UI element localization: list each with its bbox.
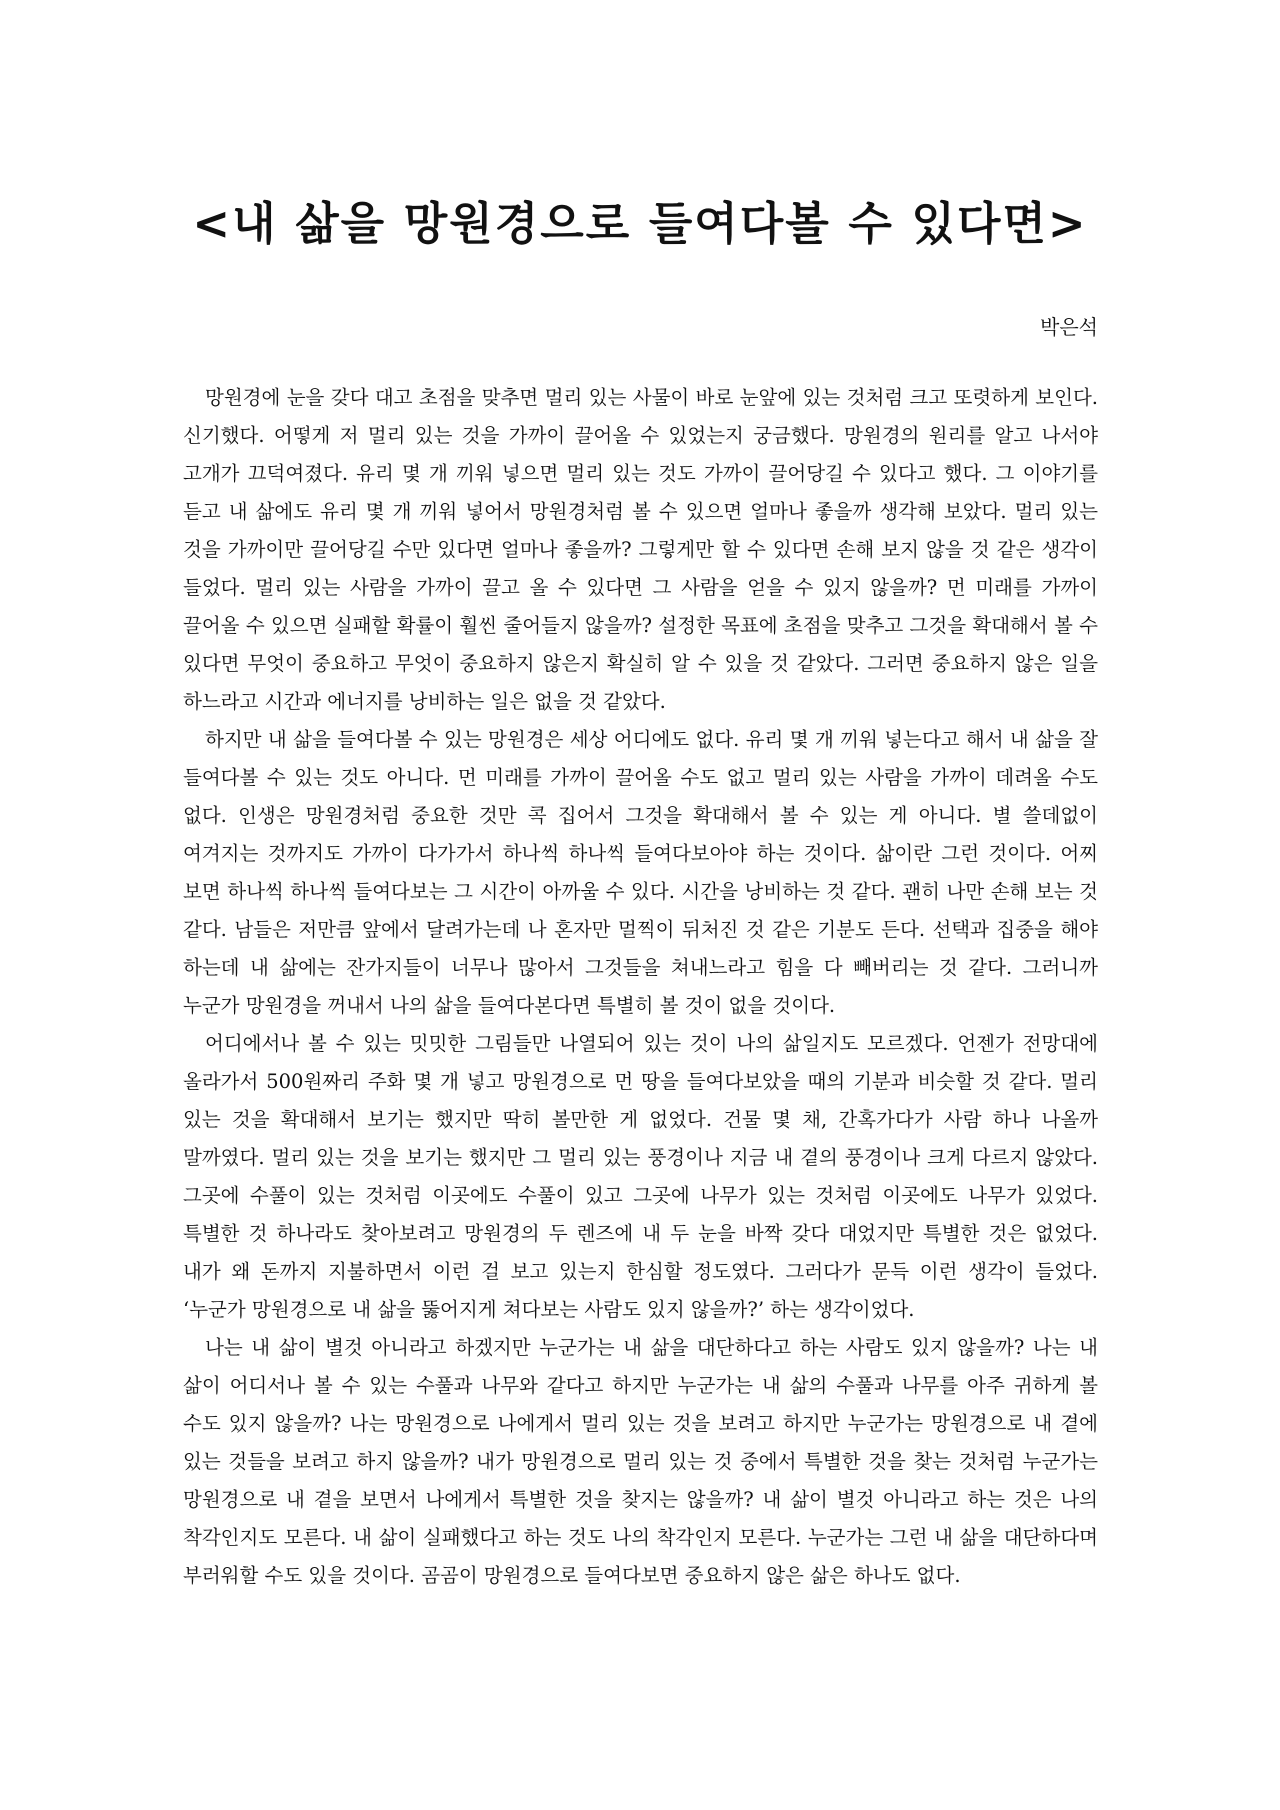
author-name: 박은석	[1040, 315, 1098, 339]
paragraph-1: 망원경에 눈을 갖다 대고 초점을 맞추면 멀리 있는 사물이 바로 눈앞에 있는 것처럼 크고 또렷하게 보인다. 신기했다. 어떻게 저 멀리 있는 것을 가까이 끌어올 수 있었는지 궁금했다. 망원경의 원리를 알고 나서야 고개가 끄덕여졌다. 유리 몇 개 끼워 넣으면 멀리 있는 것도 가까이 끌어당길 수 있다고 했다. 그 이야기를 듣고 내 삶에도 유리 몇 개 끼워 넣어서 망원경처럼 볼 수 있으면 얼마나 좋을까 생각해 보았다. 멀리 있는 것을 가까이만 끌어당길 수만 있다면 얼마나 좋을까? 그렇게만 할 수 있다면 손해 보지 않을 것 같은 생각이 들었다. 멀리 있는 사람을 가까이 끌고 올 수 있다면 그 사람을 얻을 수 있지 않을까? 먼 미래를 가까이 끌어올 수 있으면 실패할 확률이 훨씬 줄어들지 않을까? 설정한 목표에 초점을 맞추고 그것을 확대해서 볼 수 있다면 무엇이 중요하고 무엇이 중요하지 않은지 확실히 알 수 있을 것 같았다. 그러면 중요하지 않은 일을 하느라고 시간과 에너지를 낭비하는 일은 없을 것 같았다.	[183, 386, 1098, 713]
essay-body	[183, 379, 1098, 1595]
paragraph-4: 나는 내 삶이 별것 아니라고 하겠지만 누군가는 내 삶을 대단하다고 하는 사람도 있지 않을까? 나는 내 삶이 어디서나 볼 수 있는 수풀과 나무와 같다고 하지만 누군가는 내 삶의 수풀과 나무를 아주 귀하게 볼 수도 있지 않을까? 나는 망원경으로 나에게서 멀리 있는 것을 보려고 하지만 누군가는 망원경으로 내 곁에 있는 것들을 보려고 하지 않을까? 내가 망원경으로 멀리 있는 것 중에서 특별한 것을 찾는 것처럼 누군가는 망원경으로 내 곁을 보면서 나에게서 특별한 것을 찾지는 않을까? 내 삶이 별것 아니라고 하는 것은 나의 착각인지도 모른다. 내 삶이 실패했다고 하는 것도 나의 착각인지 모른다. 누군가는 그런 내 삶을 대단하다며 부러워할 수도 있을 것이다. 곰곰이 망원경으로 들여다보면 중요하지 않은 삶은 하나도 없다.	[183, 1336, 1098, 1587]
paragraph-2: 하지만 내 삶을 들여다볼 수 있는 망원경은 세상 어디에도 없다. 유리 몇 개 끼워 넣는다고 해서 내 삶을 잘 들여다볼 수 있는 것도 아니다. 먼 미래를 가까이 끌어올 수도 없고 멀리 있는 사람을 가까이 데려올 수도 없다. 인생은 망원경처럼 중요한 것만 콕 집어서 그것을 확대해서 볼 수 있는 게 아니다. 별 쓸데없이 여겨지는 것까지도 가까이 다가가서 하나씩 하나씩 들여다보아야 하는 것이다. 삶이란 그런 것이다. 어찌 보면 하나씩 하나씩 들여다보는 그 시간이 아까울 수 있다. 시간을 낭비하는 것 같다. 괜히 나만 손해 보는 것 같다. 남들은 저만큼 앞에서 달려가는데 나 혼자만 멀찍이 뒤처진 것 같은 기분도 든다. 선택과 집중을 해야 하는데 내 삶에는 잔가지들이 너무나 많아서 그것들을 쳐내느라고 힘을 다 빼버리는 것 같다. 그러니까 누군가 망원경을 꺼내서 나의 삶을 들여다본다면 특별히 볼 것이 없을 것이다.	[183, 728, 1098, 1017]
document-title: <내 삶을 망원경으로 들여다볼 수 있다면>	[192, 197, 1088, 250]
paragraph-3: 어디에서나 볼 수 있는 밋밋한 그림들만 나열되어 있는 것이 나의 삶일지도 모르겠다. 언젠가 전망대에 올라가서 500원짜리 주화 몇 개 넣고 망원경으로 먼 땅을 들여다보았을 때의 기분과 비슷할 것 같다. 멀리 있는 것을 확대해서 보기는 했지만 딱히 볼만한 게 없었다. 건물 몇 채, 간혹가다가 사람 하나 나올까 말까였다. 멀리 있는 것을 보기는 했지만 그 멀리 있는 풍경이나 지금 내 곁의 풍경이나 크게 다르지 않았다. 그곳에 수풀이 있는 것처럼 이곳에도 수풀이 있고 그곳에 나무가 있는 것처럼 이곳에도 나무가 있었다. 특별한 것 하나라도 찾아보려고 망원경의 두 렌즈에 내 두 눈을 바짝 갖다 대었지만 특별한 것은 없었다. 내가 왜 돈까지 지불하면서 이런 걸 보고 있는지 한심할 정도였다. 그러다가 문득 이런 생각이 들었다. ‘누군가 망원경으로 내 삶을 뚫어지게 쳐다보는 사람도 있지 않을까?’ 하는 생각이었다.	[183, 1032, 1098, 1321]
